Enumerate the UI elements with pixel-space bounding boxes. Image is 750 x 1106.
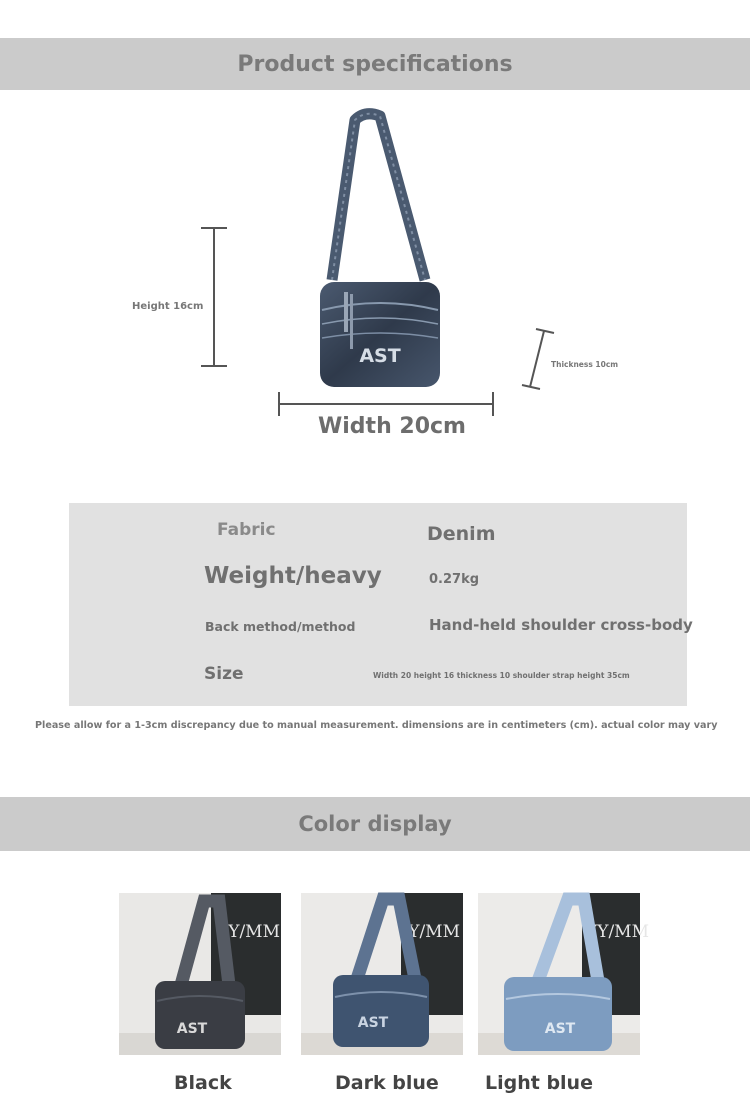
bag-logo-text: AST: [357, 1015, 389, 1031]
color-swatch-light-blue[interactable]: [478, 893, 649, 1055]
poster-text: YY/MM: [586, 922, 649, 942]
height-dimension-cap-bottom: [201, 365, 227, 367]
spec-table: [69, 503, 693, 706]
height-dimension-cap-top: [201, 227, 227, 229]
color-name-black: Black: [174, 1072, 232, 1094]
size-value: Width 20 height 16 thickness 10 shoulder strap height 35cm: [373, 671, 630, 680]
width-dimension-cap-left: [278, 392, 280, 416]
color-display-header: [0, 797, 750, 851]
product-specifications-header: [0, 38, 750, 90]
section-title: Color display: [298, 812, 452, 836]
weight-label: Weight/heavy: [204, 563, 382, 589]
bag-image: [300, 110, 460, 395]
height-dimension-line: [213, 228, 215, 366]
thickness-dimension-line: [518, 326, 560, 392]
back-method-value: Hand-held shoulder cross-body: [429, 616, 693, 634]
size-label: Size: [204, 664, 244, 684]
thickness-label: Thickness 10cm: [551, 360, 619, 369]
width-dimension-line: [279, 403, 493, 405]
poster-text: YY/MM: [397, 922, 460, 942]
back-method-label: Back method/method: [205, 619, 356, 634]
fabric-label: Fabric: [217, 520, 276, 540]
section-title: Product specifications: [237, 51, 513, 77]
color-swatch-black[interactable]: [119, 893, 281, 1055]
height-label: Height 16cm: [132, 301, 204, 312]
color-name-dark-blue: Dark blue: [335, 1072, 439, 1094]
disclaimer-text: Please allow for a 1-3cm discrepancy due to manual measurement. dimensions are in centimeters (cm). actual color may vary: [35, 720, 718, 731]
width-dimension-cap-right: [492, 392, 494, 416]
fabric-value: Denim: [427, 523, 496, 545]
bag-logo-text: AST: [544, 1021, 576, 1037]
poster-text: YY/MM: [217, 922, 280, 942]
bag-logo-text: AST: [176, 1021, 208, 1037]
weight-value: 0.27kg: [429, 572, 480, 587]
color-name-light-blue: Light blue: [485, 1072, 593, 1094]
color-swatch-dark-blue[interactable]: [301, 893, 463, 1055]
width-label: Width 20cm: [318, 414, 466, 439]
bag-logo-text: AST: [359, 345, 401, 367]
